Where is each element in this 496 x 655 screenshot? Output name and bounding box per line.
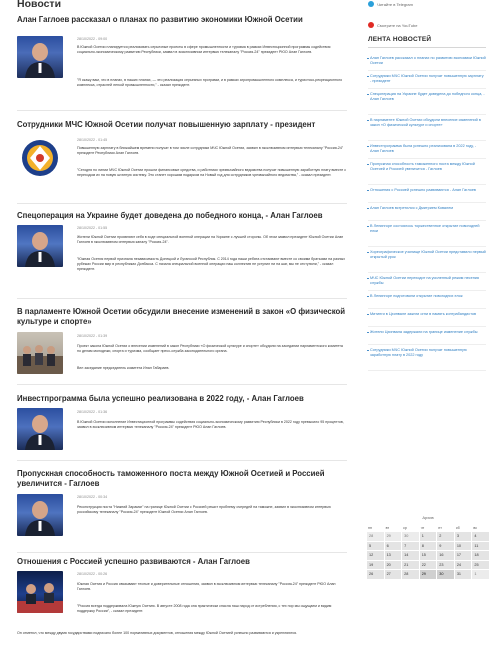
calendar-day[interactable]: 27 xyxy=(385,570,402,579)
news-article xyxy=(17,120,347,130)
calendar-day[interactable]: 1 xyxy=(472,570,489,579)
news-feed-separator xyxy=(368,158,486,159)
article-thumbnail[interactable] xyxy=(17,225,63,267)
news-feed-item-title: Жители Цхинвала задержали на границе изменение службы xyxy=(370,330,478,334)
article-title-link[interactable]: Сотрудники МЧС Южной Осетии получат повышенную зарплату - президент xyxy=(17,120,316,129)
article-divider xyxy=(17,552,347,553)
news-feed-divider xyxy=(368,47,486,48)
calendar-day[interactable]: 3 xyxy=(455,532,472,541)
article-lead: Реконструкция поста "Нижний Зарамаг" на границе Южной Осетии с Россией решит проблему очередей на таможне, заявил в эксклюзивном интервью российскому телеканалу "Россия-24" президент Южной Осетии Алан Гаглоев. xyxy=(77,505,331,514)
article-date: 28/10/2022 - 01:45 xyxy=(77,138,108,142)
bullet-icon xyxy=(367,94,369,96)
calendar-weekday: чт xyxy=(420,525,425,530)
calendar-day[interactable]: 16 xyxy=(437,551,454,560)
news-article xyxy=(17,211,347,221)
news-feed-item[interactable] xyxy=(370,224,486,234)
bullet-icon xyxy=(367,76,369,78)
article-lead: Проект закона Южной Осетии о внесении изменений в закон Республики «О физической культуре и спорте» обсудили на заседании парламентского комитета по делам молодежи, спорта и туризма, сообщает пресс-служба законодательного органа. xyxy=(77,344,343,353)
calendar-day[interactable]: 6 xyxy=(385,542,402,551)
calendar-day[interactable]: 30 xyxy=(437,570,454,579)
news-article xyxy=(17,15,347,25)
page-title: Новости xyxy=(17,0,62,10)
news-feed-item-title: Отношения с Россией успешно развиваются - Алан Гаглоев xyxy=(370,188,476,192)
article-divider xyxy=(17,203,347,204)
news-feed-item[interactable] xyxy=(370,56,486,66)
article-divider xyxy=(17,460,347,461)
news-feed-separator xyxy=(368,70,486,71)
calendar-day[interactable]: 26 xyxy=(367,570,384,579)
youtube-link[interactable] xyxy=(368,22,417,28)
article-thumbnail[interactable] xyxy=(17,332,63,374)
news-feed-separator xyxy=(368,370,486,371)
news-feed-item[interactable] xyxy=(370,294,486,299)
news-feed-item[interactable] xyxy=(370,118,486,128)
article-lead: Повышенную зарплату в ближайшем времени получат в том числе сотрудники МЧС Южной Осетии, заявил в эксклюзивном интервью телеканалу "Россия-24" президент Республики Алан Гаглоев. xyxy=(77,146,344,155)
calendar-day[interactable]: 17 xyxy=(455,551,472,560)
bullet-icon xyxy=(367,314,369,316)
article-thumbnail[interactable] xyxy=(17,137,63,179)
bullet-icon xyxy=(367,226,369,228)
news-feed-item[interactable] xyxy=(370,162,486,172)
calendar-day[interactable]: 13 xyxy=(385,551,402,560)
news-feed-item-title: МЧС Южной Осетии переходит на усиленный режим несения службы xyxy=(370,276,479,285)
article-date: 28/10/2022 - 09:00 xyxy=(77,37,108,41)
news-feed-separator xyxy=(368,308,486,309)
article-title-link[interactable]: Инвестпрограмма была успешно реализована в 2022 году, - Алан Гаглоев xyxy=(17,394,304,403)
calendar-weekday: сб xyxy=(455,525,460,530)
article-title-link[interactable]: Отношения с Россией успешно развиваются - Алан Гаглоев xyxy=(17,557,250,566)
article-thumbnail[interactable] xyxy=(17,494,63,536)
calendar-day[interactable]: 29 xyxy=(420,570,437,579)
calendar-weekday: ср xyxy=(403,525,407,530)
article-date: 28/10/2022 - 01:36 xyxy=(77,410,108,414)
calendar-day[interactable]: 20 xyxy=(385,561,402,570)
youtube-icon xyxy=(368,22,374,28)
bullet-icon xyxy=(367,120,369,122)
news-feed-item-title: Спецоперация на Украине будет доведена до победного конца, - Алан Гаглоев xyxy=(370,92,485,101)
article-paragraph: "Россия всегда поддерживала Южную Осетию. В августе 2008 года она практически спасла наш народ от истребления, с тех пор мы ощущаем и видим поддержку России", - сказал президент. xyxy=(77,604,332,613)
bullet-icon xyxy=(367,252,369,254)
news-feed-separator xyxy=(368,184,486,185)
news-feed-item-title: В парламенте Южной Осетии обсудили внесение изменений в закон «О физической культуре и спорте» xyxy=(370,118,481,127)
bullet-icon xyxy=(367,350,369,352)
youtube-label: Смотрите на YouTube xyxy=(377,22,418,28)
article-lead: В Южной Осетии исполнение Инвестиционной программы содействия социально-экономическому развитию Республики в 2022 году превысило 95 процентов, заявил в эксклюзивном интервью телеканалу "Россия-24" президент РЮО Алан Гаглоев. xyxy=(77,420,344,429)
article-paragraph: "Сегодня по линии МЧС Южной Осетии прошли финансовые средства, и работники чрезвычайного ведомства получат повышенную заработную плату вместе с переходом их на новую штатную систему. Это станет хорошим подарком на Новый год для сотрудников чрезвычайного ведомства," - сказал президент. xyxy=(77,168,347,177)
news-feed-item[interactable] xyxy=(370,206,486,211)
calendar-day[interactable]: 9 xyxy=(437,542,454,551)
bullet-icon xyxy=(367,278,369,280)
news-feed-separator xyxy=(368,326,486,327)
news-feed-separator xyxy=(368,88,486,89)
article-paragraph: Вел заседание председатель комитета Инал Габараев. xyxy=(77,366,170,370)
calendar-weekday: пн xyxy=(368,525,372,530)
article-thumbnail[interactable] xyxy=(17,571,63,613)
news-feed-item-title: Сотрудники МЧС Южной Осетии получат повышенную зарплату - президент xyxy=(370,74,484,83)
bullet-icon xyxy=(367,332,369,334)
news-feed-separator xyxy=(368,290,486,291)
article-paragraph: Он отметил, что между двумя государствами подписано более 100 нормативных документов, отношения между Южной Осетией успешно развиваются и укрепляются. xyxy=(17,631,298,635)
telegram-icon xyxy=(368,1,374,7)
calendar-weekday: пт xyxy=(438,525,442,530)
article-date: 28/10/2022 - 00:34 xyxy=(77,495,108,499)
news-feed-item-title: Алан Гаглоев рассказал о планах по развитию экономики Южной Осетии xyxy=(370,56,486,65)
bullet-icon xyxy=(367,208,369,210)
article-title-link[interactable]: В парламенте Южной Осетии обсудили внесение изменений в закон «О физической культуре и спорте» xyxy=(17,307,346,326)
news-feed-item[interactable] xyxy=(370,144,486,154)
calendar-day[interactable]: 29 xyxy=(385,532,402,541)
news-feed-separator xyxy=(368,114,486,115)
news-article xyxy=(17,394,347,404)
calendar-day[interactable]: 28 xyxy=(402,570,419,579)
calendar-weekday: вс xyxy=(473,525,478,530)
bullet-icon xyxy=(367,146,369,148)
article-divider xyxy=(17,384,347,385)
article-thumbnail[interactable] xyxy=(17,408,63,450)
article-date: 28/10/2022 - 00:26 xyxy=(77,572,108,576)
article-lead: Южная Осетия и Россия связывают тесные и доверительные отношения, заявил в эксклюзивном интервью телеканалу "Россия-24" президент РЮО Алан Гаглоев. xyxy=(77,582,336,591)
news-feed-item[interactable] xyxy=(370,250,486,260)
news-feed-item-title: Хореографическое училище Южной Осетии представило первый открытый урок xyxy=(370,250,486,259)
article-thumbnail[interactable] xyxy=(17,36,63,78)
calendar-day[interactable]: 11 xyxy=(472,542,489,551)
news-article xyxy=(17,557,347,567)
calendar-day[interactable]: 14 xyxy=(402,551,419,560)
news-feed-item[interactable] xyxy=(370,92,486,102)
news-feed-item[interactable] xyxy=(370,74,486,84)
calendar-day[interactable]: 22 xyxy=(420,561,437,570)
news-feed-separator xyxy=(368,344,486,345)
news-feed-item[interactable] xyxy=(370,276,486,286)
article-date: 28/10/2022 - 01:55 xyxy=(77,226,108,230)
article-title-link[interactable]: Пропускная способность таможенного поста между Южной Осетией и Россией увеличится - Гаглоев xyxy=(17,469,325,488)
article-lead: В Южной Осетии планируется реализовать серьезные проекты в сфере промышленности и туризма в рамках Инвестиционной программы содействия социально-экономическому развитию Республики, заявил в эксклюзивном интервью телеканалу "Россия-24" президент РЮО Алан Гаглоев. xyxy=(77,45,331,54)
news-feed-separator xyxy=(368,246,486,247)
article-title-link[interactable]: Спецоперация на Украине будет доведена до победного конца, - Алан Гаглоев xyxy=(17,211,323,220)
news-feed-item-title: В Ленингоре подготовили открытие новогодних елок xyxy=(370,294,463,298)
calendar-day[interactable]: 21 xyxy=(402,561,419,570)
calendar-weekday: вт xyxy=(385,525,390,530)
article-lead: Жители Южной Осетии проявляют себя в ходе специальной военной операции на Украине с лучшей стороны. Об этом заявил президент Южной Осетии Алан Гаглоев в эксклюзивном интервью каналу "Россия-24". xyxy=(77,235,344,244)
news-feed-item-title: Митинги в Цхинвале зажгли огни в память контрабандистов xyxy=(370,312,477,316)
news-feed-item-title: Инвестпрограмма была успешно реализована в 2022 году, - Алан Гаглоев xyxy=(370,144,477,153)
calendar-day[interactable]: 4 xyxy=(472,532,489,541)
telegram-label: Читайте в Telegram xyxy=(377,1,413,7)
calendar-day[interactable]: 2 xyxy=(437,532,454,541)
news-feed-separator xyxy=(368,140,486,141)
archive-calendar xyxy=(366,515,490,580)
news-feed-separator xyxy=(368,202,486,203)
news-feed-item-title: Пропускная способность таможенного поста между Южной Осетией и Россией увеличится - Гаглоев xyxy=(370,162,475,171)
calendar-day[interactable]: 25 xyxy=(472,561,489,570)
news-feed-item-title: В Ленингоре состоялось торжественное открытие новогодней елки xyxy=(370,224,480,233)
article-paragraph: "Я скажу вам, что в планах, в наших планах, — это реализация серьезных программ, и в рамках агропромышленного комплекса, и туристско-рекреационного комплекса, отраслей легкой промышленности," - сказал президент. xyxy=(77,78,343,87)
calendar-day[interactable]: 24 xyxy=(455,561,472,570)
calendar-day[interactable]: 7 xyxy=(402,542,419,551)
bullet-icon xyxy=(367,190,369,192)
article-paragraph: "Южная Осетия первой признала независимость Донецкой и Луганской Республик. С 2014 года наши ребята отстаивают вместе со своими братьями на разных рубежах России мир в республиках Донбасса. С начала специальной военной операции наш коллектив не уступил ни на шаг, мы не отступили," - сказал президент. xyxy=(77,257,346,271)
news-feed-item[interactable] xyxy=(370,330,486,335)
calendar-day[interactable]: 30 xyxy=(402,532,419,541)
calendar-day[interactable]: 1 xyxy=(420,532,437,541)
news-feed-heading: ЛЕНТА НОВОСТЕЙ xyxy=(368,36,432,43)
news-feed-separator xyxy=(368,220,486,221)
calendar-day[interactable]: 10 xyxy=(455,542,472,551)
news-feed-item[interactable] xyxy=(370,188,486,193)
news-feed-separator xyxy=(368,272,486,273)
calendar-day[interactable]: 15 xyxy=(420,551,437,560)
calendar-day[interactable]: 12 xyxy=(367,551,384,560)
calendar-day[interactable]: 8 xyxy=(420,542,437,551)
news-article xyxy=(17,469,347,488)
news-feed-item-title: Сотрудники МЧС Южной Осетии получат повышенную заработную плату в 2022 году xyxy=(370,348,467,357)
calendar-day[interactable]: 5 xyxy=(367,542,384,551)
news-feed-item[interactable] xyxy=(370,312,486,317)
news-feed-item[interactable] xyxy=(370,348,486,358)
telegram-link[interactable] xyxy=(368,1,413,7)
calendar-day[interactable]: 31 xyxy=(455,570,472,579)
calendar-day[interactable]: 28 xyxy=(367,532,384,541)
bullet-icon xyxy=(367,296,369,298)
article-date: 28/10/2022 - 01:39 xyxy=(77,334,108,338)
news-feed-item-title: Алан Гаглоев встретился с Дмитрием Ковалем xyxy=(370,206,453,210)
article-divider xyxy=(17,298,347,299)
article-title-link[interactable]: Алан Гаглоев рассказал о планах по развитию экономики Южной Осетии xyxy=(17,15,303,24)
calendar-day[interactable]: 23 xyxy=(437,561,454,570)
calendar-day[interactable]: 19 xyxy=(367,561,384,570)
article-divider xyxy=(17,110,347,111)
calendar-day[interactable]: 18 xyxy=(472,551,489,560)
bullet-icon xyxy=(367,164,369,166)
news-article xyxy=(17,307,347,326)
calendar-heading: Архив xyxy=(422,515,434,520)
bullet-icon xyxy=(367,58,369,60)
